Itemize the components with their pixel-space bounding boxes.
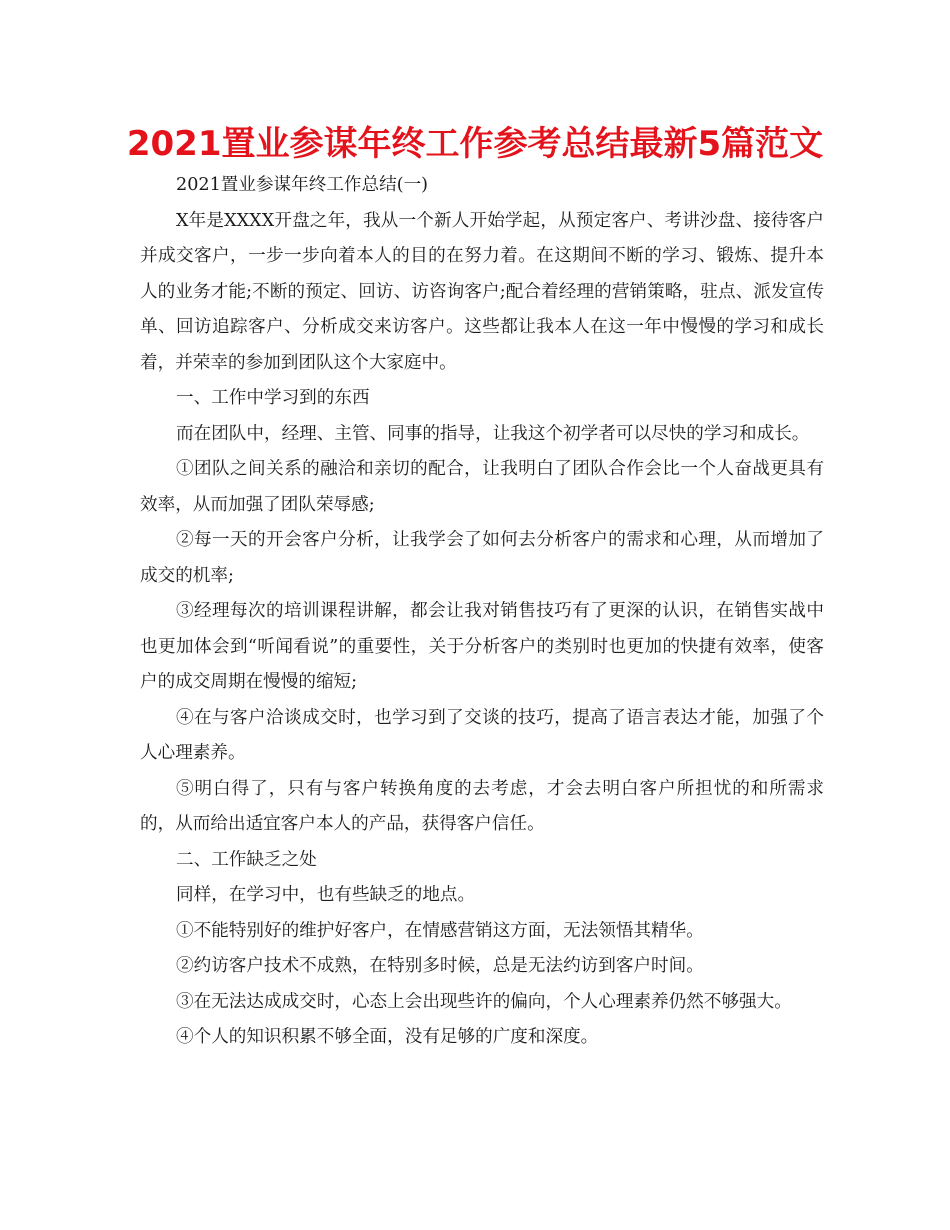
- document-body: [140, 168, 824, 1056]
- list-item: ①不能特别好的维护好客户，在情感营销这方面，无法领悟其精华。: [176, 920, 704, 941]
- list-item: ③在无法达成成交时，心态上会出现些许的偏向，个人心理素养仍然不够强大。: [176, 991, 792, 1012]
- document-title: 2021置业参谋年终工作参考总结最新5篇范文: [126, 124, 824, 164]
- section-heading: 一、工作中学习到的东西: [176, 388, 370, 408]
- paragraph: 同样，在学习中，也有些缺乏的地点。: [176, 885, 476, 905]
- list-item: ②每一天的开会客户分析，让我学会了如何去分析客户的需求和心理，从而增加了成交的机率;: [140, 530, 824, 586]
- section-heading: 2021置业参谋年终工作总结(一): [176, 175, 429, 195]
- paragraph: 而在团队中，经理、主管、同事的指导，让我这个初学者可以尽快的学习和成长。: [176, 423, 810, 444]
- list-item: ④在与客户洽谈成交时，也学习到了交谈的技巧，提高了语言表达才能，加强了个人心理素养。: [140, 707, 824, 763]
- section-heading: 二、工作缺乏之处: [176, 849, 317, 870]
- list-item: ②约访客户技术不成熟，在特别多时候，总是无法约访到客户时间。: [176, 956, 704, 976]
- list-item: ①团队之间关系的融洽和亲切的配合，让我明白了团队合作会比一个人奋战更具有效率，从而加强了团队荣辱感;: [140, 459, 824, 515]
- paragraph: X年是XXXX开盘之年，我从一个新人开始学起，从预定客户、考讲沙盘、接待客户并成交客户，一步一步向着本人的目的在努力着。在这期间不断的学习、锻炼、提升本人的业务才能;不断的预定、回访、访咨询客户;配合着经理的营销策略，驻点、派发宣传单、回访追踪客户、分析成交来访客户。这些都让我本人在这一年中慢慢的学习和成长着，并荣幸的参加到团队这个大家庭中。: [140, 210, 824, 373]
- list-item: ④个人的知识积累不够全面，没有足够的广度和深度。: [176, 1027, 599, 1047]
- list-item: ③经理每次的培训课程讲解，都会让我对销售技巧有了更深的认识，在销售实战中也更加体会到“听闻看说”的重要性，关于分析客户的类别时也更加的快捷有效率，使客户的成交周期在慢慢的缩短;: [140, 601, 824, 692]
- list-item: ⑤明白得了，只有与客户转换角度的去考虑，才会去明白客户所担忧的和所需求的，从而给出适宜客户本人的产品，获得客户信任。: [140, 778, 824, 834]
